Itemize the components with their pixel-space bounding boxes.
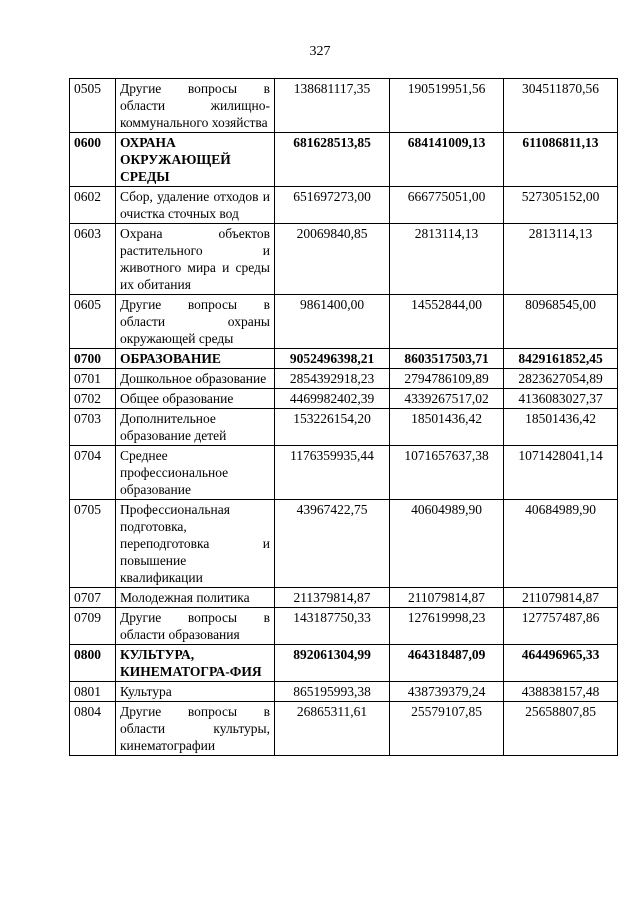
row-code: 0704 — [70, 446, 116, 500]
row-value-2: 666775051,00 — [390, 187, 504, 224]
row-name: Дополнительное образование детей — [116, 409, 275, 446]
row-code: 0705 — [70, 500, 116, 588]
row-value-3: 40684989,90 — [504, 500, 618, 588]
row-name: Сбор, удаление отходов и очистка сточных вод — [116, 187, 275, 224]
budget-table — [69, 78, 618, 756]
row-value-1: 4469982402,39 — [275, 389, 390, 409]
row-value-1: 681628513,85 — [275, 133, 390, 187]
row-code: 0800 — [70, 645, 116, 682]
row-value-3: 80968545,00 — [504, 295, 618, 349]
table-row — [70, 224, 618, 295]
budget-table-body — [70, 79, 618, 756]
row-name: Культура — [116, 682, 275, 702]
row-code: 0703 — [70, 409, 116, 446]
row-value-1: 20069840,85 — [275, 224, 390, 295]
row-value-1: 1176359935,44 — [275, 446, 390, 500]
row-code: 0605 — [70, 295, 116, 349]
row-code: 0707 — [70, 588, 116, 608]
row-value-1: 9861400,00 — [275, 295, 390, 349]
row-value-2: 4339267517,02 — [390, 389, 504, 409]
row-value-3: 527305152,00 — [504, 187, 618, 224]
row-value-2: 8603517503,71 — [390, 349, 504, 369]
row-value-3: 611086811,13 — [504, 133, 618, 187]
table-row — [70, 608, 618, 645]
table-row — [70, 133, 618, 187]
row-value-1: 138681117,35 — [275, 79, 390, 133]
row-value-2: 190519951,56 — [390, 79, 504, 133]
page-number: 327 — [309, 44, 331, 59]
row-code: 0801 — [70, 682, 116, 702]
row-value-3: 8429161852,45 — [504, 349, 618, 369]
row-name: КУЛЬТУРА, КИНЕМАТОГРА-ФИЯ — [116, 645, 275, 682]
row-name: Охрана объектов растительного и животного мира и среды их обитания — [116, 224, 275, 295]
row-value-1: 9052496398,21 — [275, 349, 390, 369]
row-value-2: 684141009,13 — [390, 133, 504, 187]
table-row — [70, 500, 618, 588]
row-name: Другие вопросы в области жилищно-коммунального хозяйства — [116, 79, 275, 133]
row-value-2: 2794786109,89 — [390, 369, 504, 389]
table-row — [70, 369, 618, 389]
row-name: Другие вопросы в области охраны окружающей среды — [116, 295, 275, 349]
row-name: ОБРАЗОВАНИЕ — [116, 349, 275, 369]
row-value-2: 40604989,90 — [390, 500, 504, 588]
table-row — [70, 409, 618, 446]
row-value-3: 25658807,85 — [504, 702, 618, 756]
row-value-2: 127619998,23 — [390, 608, 504, 645]
row-name: Общее образование — [116, 389, 275, 409]
row-value-3: 1071428041,14 — [504, 446, 618, 500]
row-value-3: 211079814,87 — [504, 588, 618, 608]
row-code: 0602 — [70, 187, 116, 224]
row-name: ОХРАНА ОКРУЖАЮЩЕЙ СРЕДЫ — [116, 133, 275, 187]
row-value-1: 211379814,87 — [275, 588, 390, 608]
row-value-3: 438838157,48 — [504, 682, 618, 702]
table-row — [70, 349, 618, 369]
row-value-1: 43967422,75 — [275, 500, 390, 588]
row-value-3: 18501436,42 — [504, 409, 618, 446]
row-code: 0701 — [70, 369, 116, 389]
row-code: 0600 — [70, 133, 116, 187]
row-value-1: 143187750,33 — [275, 608, 390, 645]
row-value-3: 464496965,33 — [504, 645, 618, 682]
table-row — [70, 588, 618, 608]
row-value-3: 127757487,86 — [504, 608, 618, 645]
row-value-2: 211079814,87 — [390, 588, 504, 608]
row-name: Другие вопросы в области культуры, кинематографии — [116, 702, 275, 756]
row-code: 0700 — [70, 349, 116, 369]
row-value-1: 2854392918,23 — [275, 369, 390, 389]
table-row — [70, 187, 618, 224]
row-value-3: 2823627054,89 — [504, 369, 618, 389]
row-name: Среднее профессиональное образование — [116, 446, 275, 500]
table-row — [70, 645, 618, 682]
table-row — [70, 389, 618, 409]
row-code: 0505 — [70, 79, 116, 133]
row-name: Профессиональная подготовка, переподготовка и повышение квалификации — [116, 500, 275, 588]
row-name: Дошкольное образование — [116, 369, 275, 389]
row-value-1: 153226154,20 — [275, 409, 390, 446]
row-code: 0804 — [70, 702, 116, 756]
row-code: 0603 — [70, 224, 116, 295]
row-code: 0709 — [70, 608, 116, 645]
row-value-1: 26865311,61 — [275, 702, 390, 756]
row-value-3: 4136083027,37 — [504, 389, 618, 409]
row-value-2: 438739379,24 — [390, 682, 504, 702]
table-row — [70, 446, 618, 500]
row-value-2: 1071657637,38 — [390, 446, 504, 500]
row-name: Другие вопросы в области образования — [116, 608, 275, 645]
row-value-2: 25579107,85 — [390, 702, 504, 756]
row-value-3: 304511870,56 — [504, 79, 618, 133]
table-row — [70, 79, 618, 133]
row-value-2: 14552844,00 — [390, 295, 504, 349]
table-row — [70, 295, 618, 349]
row-value-2: 464318487,09 — [390, 645, 504, 682]
row-value-1: 651697273,00 — [275, 187, 390, 224]
table-row — [70, 682, 618, 702]
row-name: Молодежная политика — [116, 588, 275, 608]
row-value-2: 2813114,13 — [390, 224, 504, 295]
row-code: 0702 — [70, 389, 116, 409]
row-value-1: 865195993,38 — [275, 682, 390, 702]
row-value-1: 892061304,99 — [275, 645, 390, 682]
row-value-2: 18501436,42 — [390, 409, 504, 446]
row-value-3: 2813114,13 — [504, 224, 618, 295]
table-row — [70, 702, 618, 756]
